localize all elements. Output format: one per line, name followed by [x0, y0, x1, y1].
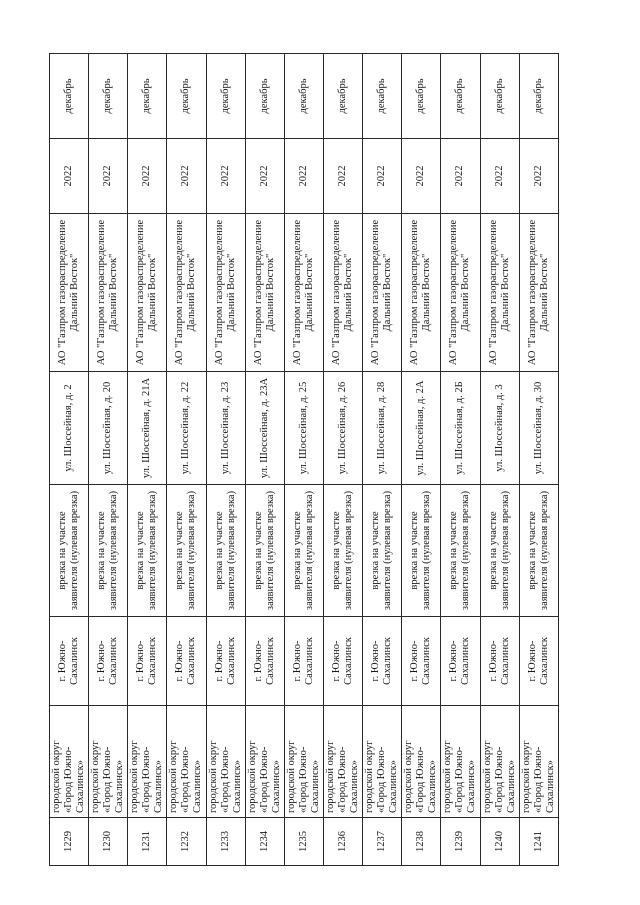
organization-cell: АО "Газпром газораспределение Дальний Восток" [519, 214, 558, 372]
organization-cell: АО "Газпром газораспределение Дальний Восток" [128, 214, 167, 372]
table-row [167, 54, 206, 866]
municipality-cell: городской округ «Город Южно-Сахалинск» [128, 706, 167, 818]
organization-cell: АО "Газпром газораспределение Дальний Восток" [284, 214, 323, 372]
row-number: 1235 [284, 818, 323, 866]
rotated-table-container [49, 54, 559, 866]
month-cell: декабрь [402, 54, 441, 139]
year-cell: 2022 [402, 139, 441, 214]
city-cell: г. Южно-Сахалинск [167, 617, 206, 706]
address-cell: ул. Шоссейная, д. 30 [519, 372, 558, 485]
row-number: 1230 [89, 818, 128, 866]
address-cell: ул. Шоссейная, д. 25 [284, 372, 323, 485]
table-row [323, 54, 362, 866]
address-cell: ул. Шоссейная, д. 23А [245, 372, 284, 485]
month-cell: декабрь [50, 54, 89, 139]
city-cell: г. Южно-Сахалинск [402, 617, 441, 706]
row-number: 1237 [363, 818, 402, 866]
month-cell: декабрь [519, 54, 558, 139]
address-cell: ул. Шоссейная, д. 20 [89, 372, 128, 485]
city-cell: г. Южно-Сахалинск [323, 617, 362, 706]
year-cell: 2022 [50, 139, 89, 214]
municipality-cell: городской округ «Город Южно-Сахалинск» [441, 706, 480, 818]
city-cell: г. Южно-Сахалинск [363, 617, 402, 706]
table-row [402, 54, 441, 866]
year-cell: 2022 [363, 139, 402, 214]
city-cell: г. Южно-Сахалинск [441, 617, 480, 706]
address-cell: ул. Шоссейная, д. 2 [50, 372, 89, 485]
municipality-cell: городской округ «Город Южно-Сахалинск» [480, 706, 519, 818]
organization-cell: АО "Газпром газораспределение Дальний Восток" [206, 214, 245, 372]
address-cell: ул. Шоссейная, д. 26 [323, 372, 362, 485]
city-cell: г. Южно-Сахалинск [50, 617, 89, 706]
city-cell: г. Южно-Сахалинск [480, 617, 519, 706]
year-cell: 2022 [89, 139, 128, 214]
year-cell: 2022 [441, 139, 480, 214]
municipality-cell: городской округ «Город Южно-Сахалинск» [245, 706, 284, 818]
organization-cell: АО "Газпром газораспределение Дальний Восток" [363, 214, 402, 372]
organization-cell: АО "Газпром газораспределение Дальний Восток" [441, 214, 480, 372]
connection-type-cell: врезка на участке заявителя (нулевая врезка) [50, 485, 89, 617]
organization-cell: АО "Газпром газораспределение Дальний Восток" [402, 214, 441, 372]
city-cell: г. Южно-Сахалинск [89, 617, 128, 706]
table-body [50, 54, 559, 866]
year-cell: 2022 [245, 139, 284, 214]
address-cell: ул. Шоссейная, д. 22 [167, 372, 206, 485]
municipality-cell: городской округ «Город Южно-Сахалинск» [167, 706, 206, 818]
month-cell: декабрь [167, 54, 206, 139]
organization-cell: АО "Газпром газораспределение Дальний Восток" [480, 214, 519, 372]
year-cell: 2022 [480, 139, 519, 214]
table-row [441, 54, 480, 866]
table-row [50, 54, 89, 866]
connection-type-cell: врезка на участке заявителя (нулевая врезка) [402, 485, 441, 617]
row-number: 1231 [128, 818, 167, 866]
month-cell: декабрь [480, 54, 519, 139]
row-number: 1232 [167, 818, 206, 866]
connection-type-cell: врезка на участке заявителя (нулевая врезка) [245, 485, 284, 617]
month-cell: декабрь [245, 54, 284, 139]
month-cell: декабрь [89, 54, 128, 139]
address-cell: ул. Шоссейная, д. 2Б [441, 372, 480, 485]
month-cell: декабрь [206, 54, 245, 139]
row-number: 1229 [50, 818, 89, 866]
municipality-cell: городской округ «Город Южно-Сахалинск» [89, 706, 128, 818]
table-row [480, 54, 519, 866]
municipality-cell: городской округ «Город Южно-Сахалинск» [206, 706, 245, 818]
city-cell: г. Южно-Сахалинск [519, 617, 558, 706]
organization-cell: АО "Газпром газораспределение Дальний Восток" [167, 214, 206, 372]
connection-type-cell: врезка на участке заявителя (нулевая врезка) [128, 485, 167, 617]
year-cell: 2022 [206, 139, 245, 214]
connection-type-cell: врезка на участке заявителя (нулевая врезка) [363, 485, 402, 617]
address-cell: ул. Шоссейная, д. 28 [363, 372, 402, 485]
table-row [128, 54, 167, 866]
address-cell: ул. Шоссейная, д. 23 [206, 372, 245, 485]
row-number: 1241 [519, 818, 558, 866]
connection-type-cell: врезка на участке заявителя (нулевая врезка) [167, 485, 206, 617]
row-number: 1236 [323, 818, 362, 866]
month-cell: декабрь [128, 54, 167, 139]
address-cell: ул. Шоссейная, д. 21А [128, 372, 167, 485]
table-row [89, 54, 128, 866]
year-cell: 2022 [284, 139, 323, 214]
city-cell: г. Южно-Сахалинск [284, 617, 323, 706]
table-row [363, 54, 402, 866]
organization-cell: АО "Газпром газораспределение Дальний Восток" [89, 214, 128, 372]
municipality-cell: городской округ «Город Южно-Сахалинск» [284, 706, 323, 818]
row-number: 1234 [245, 818, 284, 866]
year-cell: 2022 [323, 139, 362, 214]
address-cell: ул. Шоссейная, д. 2А [402, 372, 441, 485]
organization-cell: АО "Газпром газораспределение Дальний Восток" [50, 214, 89, 372]
row-number: 1239 [441, 818, 480, 866]
month-cell: декабрь [284, 54, 323, 139]
organization-cell: АО "Газпром газораспределение Дальний Восток" [323, 214, 362, 372]
city-cell: г. Южно-Сахалинск [206, 617, 245, 706]
city-cell: г. Южно-Сахалинск [245, 617, 284, 706]
gas-connection-table [49, 53, 559, 866]
address-cell: ул. Шоссейная, д. 3 [480, 372, 519, 485]
municipality-cell: городской округ «Город Южно-Сахалинск» [50, 706, 89, 818]
row-number: 1238 [402, 818, 441, 866]
connection-type-cell: врезка на участке заявителя (нулевая врезка) [284, 485, 323, 617]
year-cell: 2022 [128, 139, 167, 214]
organization-cell: АО "Газпром газораспределение Дальний Восток" [245, 214, 284, 372]
connection-type-cell: врезка на участке заявителя (нулевая врезка) [206, 485, 245, 617]
year-cell: 2022 [519, 139, 558, 214]
connection-type-cell: врезка на участке заявителя (нулевая врезка) [441, 485, 480, 617]
year-cell: 2022 [167, 139, 206, 214]
municipality-cell: городской округ «Город Южно-Сахалинск» [402, 706, 441, 818]
month-cell: декабрь [363, 54, 402, 139]
month-cell: декабрь [441, 54, 480, 139]
connection-type-cell: врезка на участке заявителя (нулевая врезка) [519, 485, 558, 617]
table-row [245, 54, 284, 866]
table-row [206, 54, 245, 866]
connection-type-cell: врезка на участке заявителя (нулевая врезка) [480, 485, 519, 617]
row-number: 1240 [480, 818, 519, 866]
connection-type-cell: врезка на участке заявителя (нулевая врезка) [323, 485, 362, 617]
municipality-cell: городской округ «Город Южно-Сахалинск» [519, 706, 558, 818]
municipality-cell: городской округ «Город Южно-Сахалинск» [363, 706, 402, 818]
month-cell: декабрь [323, 54, 362, 139]
municipality-cell: городской округ «Город Южно-Сахалинск» [323, 706, 362, 818]
table-row [284, 54, 323, 866]
row-number: 1233 [206, 818, 245, 866]
connection-type-cell: врезка на участке заявителя (нулевая врезка) [89, 485, 128, 617]
city-cell: г. Южно-Сахалинск [128, 617, 167, 706]
table-row [519, 54, 558, 866]
